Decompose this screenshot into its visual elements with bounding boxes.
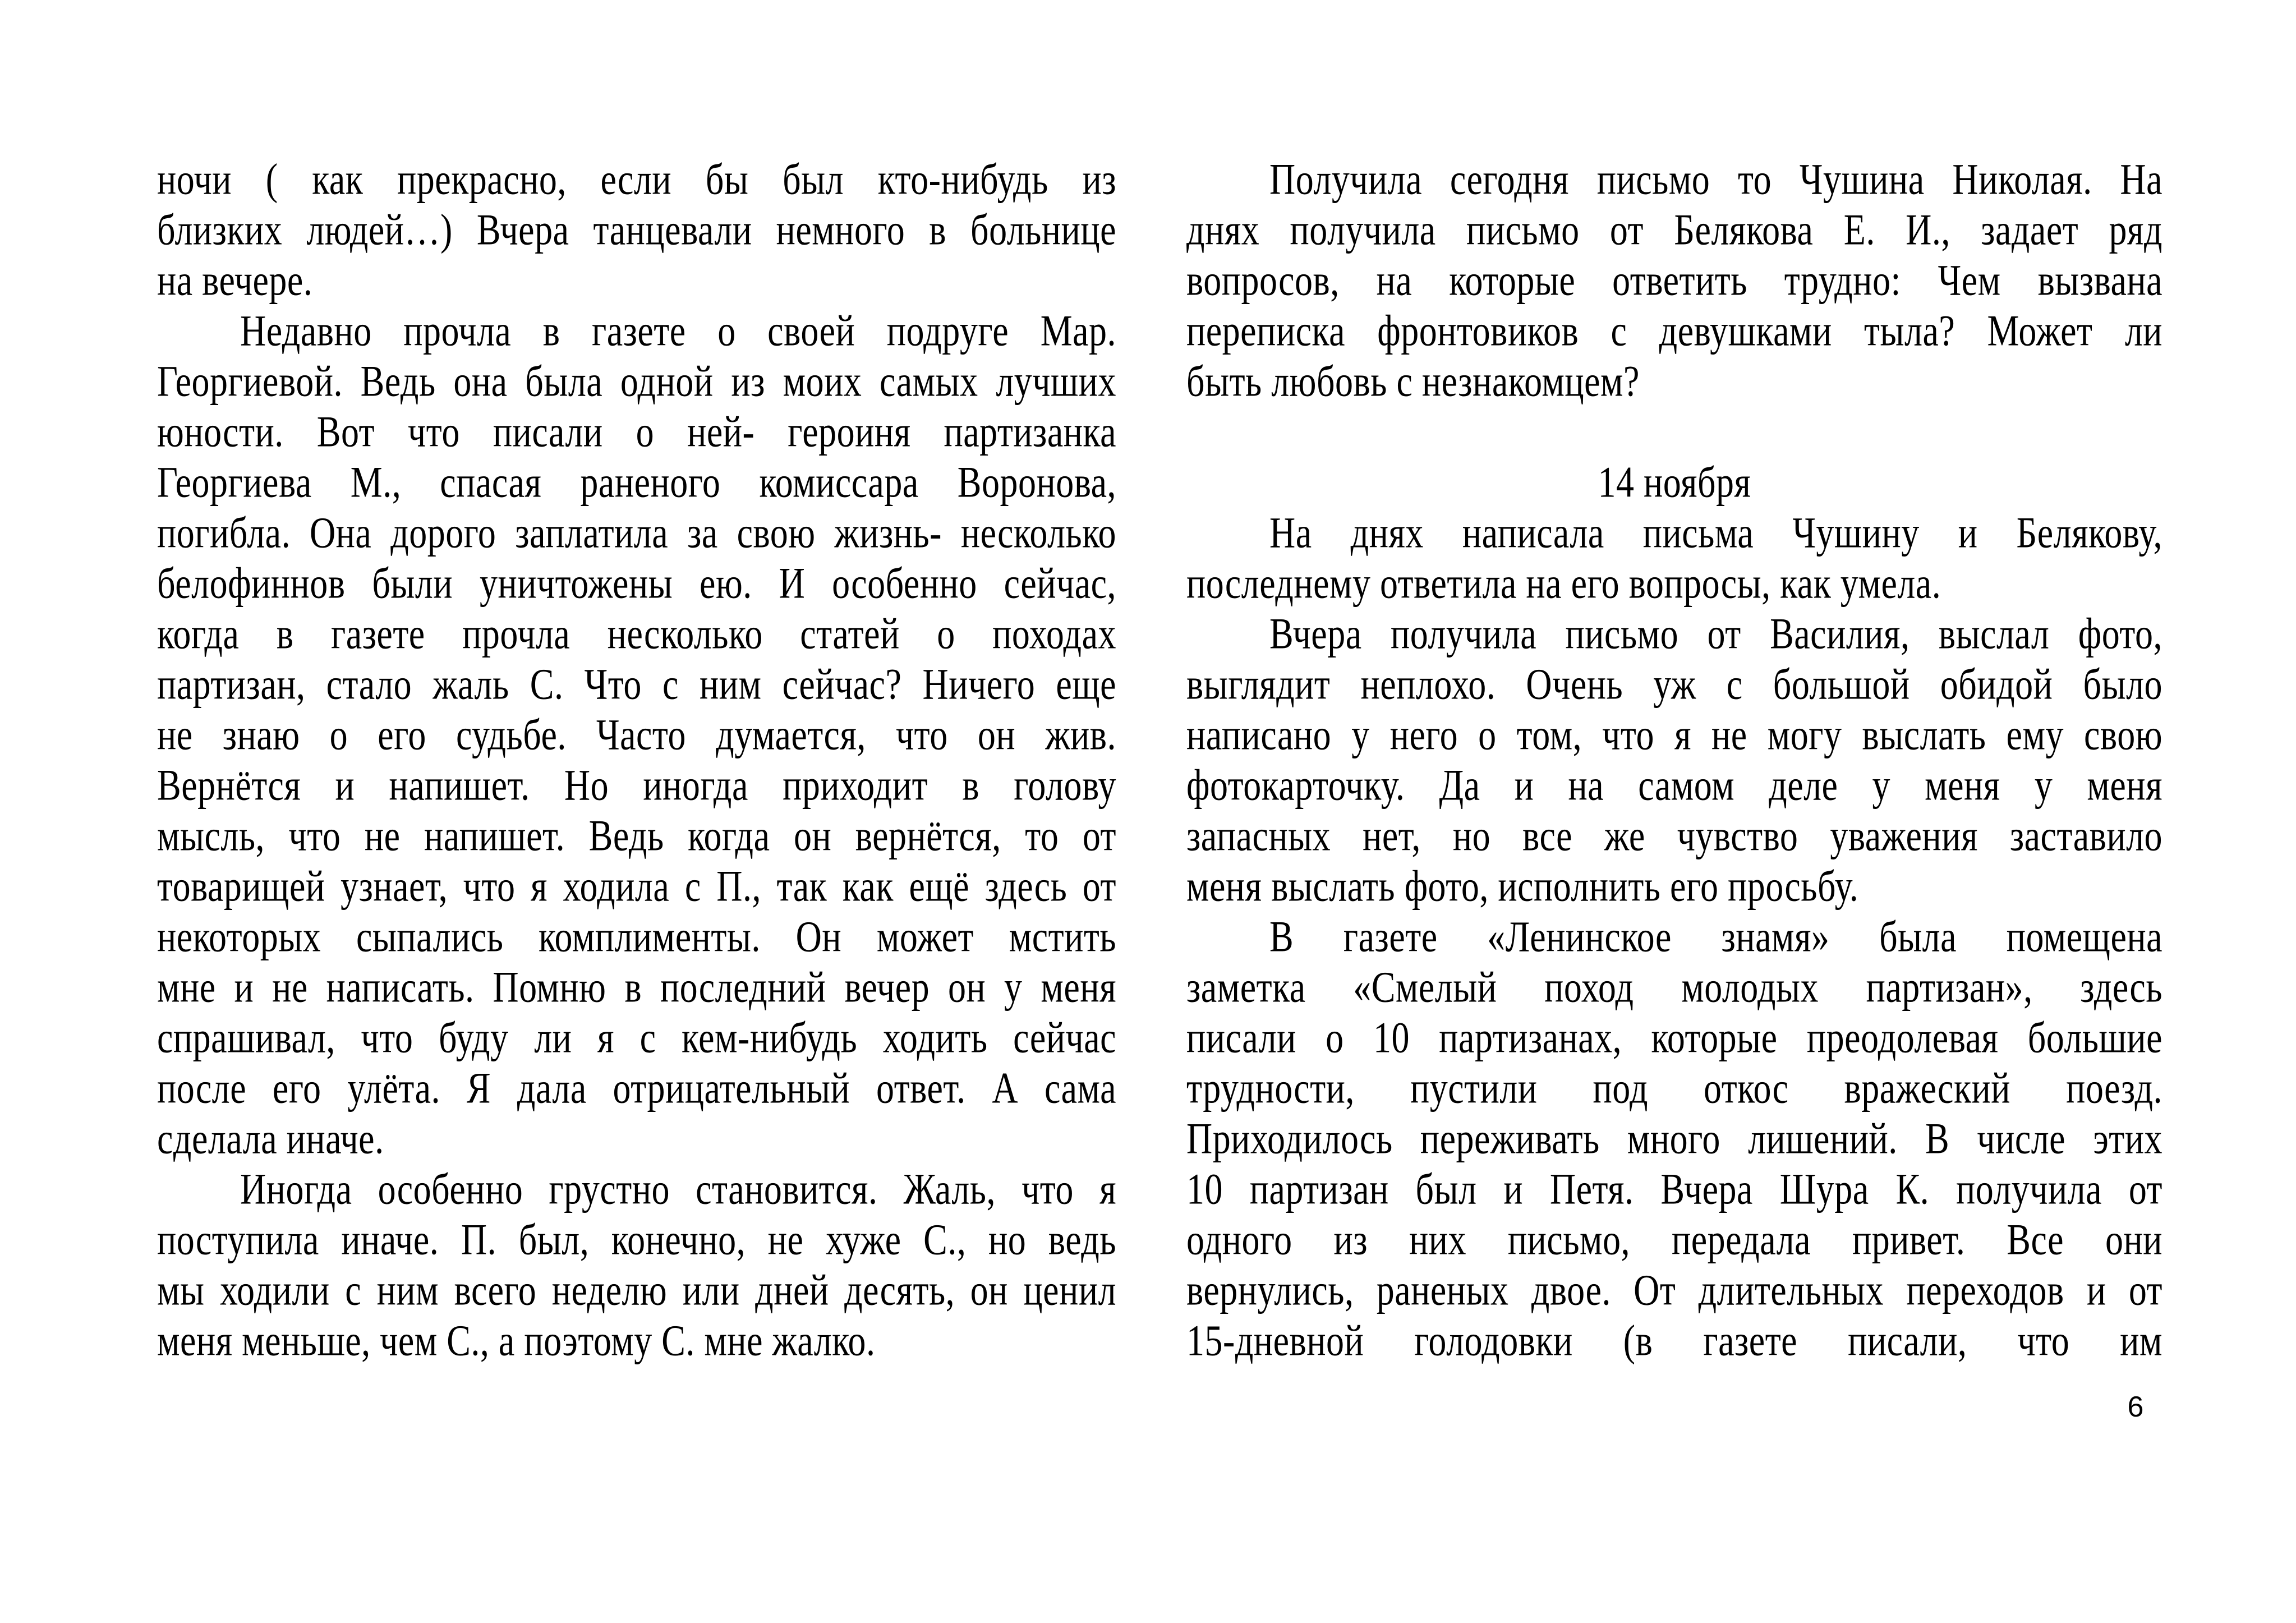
text-line: Вчера получила письмо от Василия, выслал фото, [1269,609,2162,658]
text-line: сделала иначе. [157,1114,384,1163]
text-line: юности. Вот что писали о ней- героиня партизанка [157,407,1116,456]
text-line: одного из них письмо, передала привет. Все они [1186,1215,2162,1264]
text-line: На днях написала письма Чушину и Белякову, [1269,508,2162,557]
text-line: когда в газете прочла несколько статей о походах [157,609,1116,658]
text-line: Георгиева М., спасая раненого комиссара Воронова, [157,458,1116,507]
text-line: выглядит неплохо. Очень уж с большой обидой было [1186,660,2162,709]
text-line: спрашивал, что буду ли я с кем-нибудь ходить сейчас [157,1013,1116,1062]
text-line: последнему ответила на его вопросы, как умела. [1186,559,1941,608]
text-line: писали о 10 партизанах, которые преодолевая большие [1186,1013,2162,1062]
text-line: быть любовь с незнакомцем? [1186,357,1640,406]
text-line: на вечере. [157,256,313,305]
text-line: 10 партизан был и Петя. Вчера Шура К. получила от [1186,1165,2162,1213]
text-line: 15-дневной голодовки (в газете писали, что им [1186,1316,2162,1365]
text-line: не знаю о его судьбе. Часто думается, что он жив. [157,710,1116,759]
text-line: мне и не написать. Помню в последний вечер он у меня [157,963,1116,1011]
text-line: Георгиевой. Ведь она была одной из моих самых лучших [157,357,1116,406]
text-line: Вернётся и напишет. Но иногда приходит в голову [157,761,1116,810]
text-line: В газете «Ленинское знамя» была помещена [1269,912,2162,961]
text-line: вернулись, раненых двое. От длительных переходов и от [1186,1266,2162,1314]
text-line: меня меньше, чем С., а поэтому С. мне жалко. [157,1316,876,1365]
text-line: после его улёта. Я дала отрицательный ответ. А сама [157,1064,1116,1112]
text-line: мысль, что не напишет. Ведь когда он вернётся, то от [157,811,1116,860]
text-line: мы ходили с ним всего неделю или дней десять, он ценил [157,1266,1116,1314]
text-line: партизан, стало жаль С. Что с ним сейчас? Ничего еще [157,660,1116,709]
text-line: трудности, пустили под откос вражеский поезд. [1186,1064,2162,1112]
text-line: Получила сегодня письмо то Чушина Николая. На [1269,155,2162,204]
text-line: написано у него о том, что я не могу выслать ему свою [1186,710,2162,759]
text-line: Приходилось переживать много лишений. В числе этих [1186,1114,2162,1163]
text-line: некоторых сыпались комплименты. Он может мстить [157,912,1116,961]
date-heading: 14 ноября [1598,458,1751,507]
page-number: 6 [2127,1391,2144,1423]
text-line: фотокарточку. Да и на самом деле у меня у меня [1186,761,2162,810]
text-line: Иногда особенно грустно становится. Жаль, что я [240,1165,1116,1213]
text-line: Недавно прочла в газете о своей подруге Мар. [240,306,1116,355]
text-line: днях получила письмо от Белякова Е. И., задает ряд [1186,205,2162,254]
text-line: белофиннов были уничтожены ею. И особенно сейчас, [157,559,1116,608]
text-line: переписка фронтовиков с девушками тыла? Может ли [1186,306,2162,355]
left-text-column [157,154,1116,1366]
text-line: ночи ( как прекрасно, если бы был кто-нибудь из [157,155,1116,204]
text-line: погибла. Она дорого заплатила за свою жизнь- несколько [157,508,1116,557]
text-line: заметка «Смелый поход молодых партизан», здесь [1186,963,2162,1011]
text-line: запасных нет, но все же чувство уважения заставило [1186,811,2162,860]
text-line: товарищей узнает, что я ходила с П., так как ещё здесь от [157,862,1116,911]
text-line: поступила иначе. П. был, конечно, не хуже С., но ведь [157,1215,1116,1264]
text-line: вопросов, на которые ответить трудно: Чем вызвана [1186,256,2162,305]
right-text-column [1186,154,2162,1366]
text-line: меня выслать фото, исполнить его просьбу. [1186,862,1859,911]
text-line: близких людей…) Вчера танцевали немного в больнице [157,205,1116,254]
